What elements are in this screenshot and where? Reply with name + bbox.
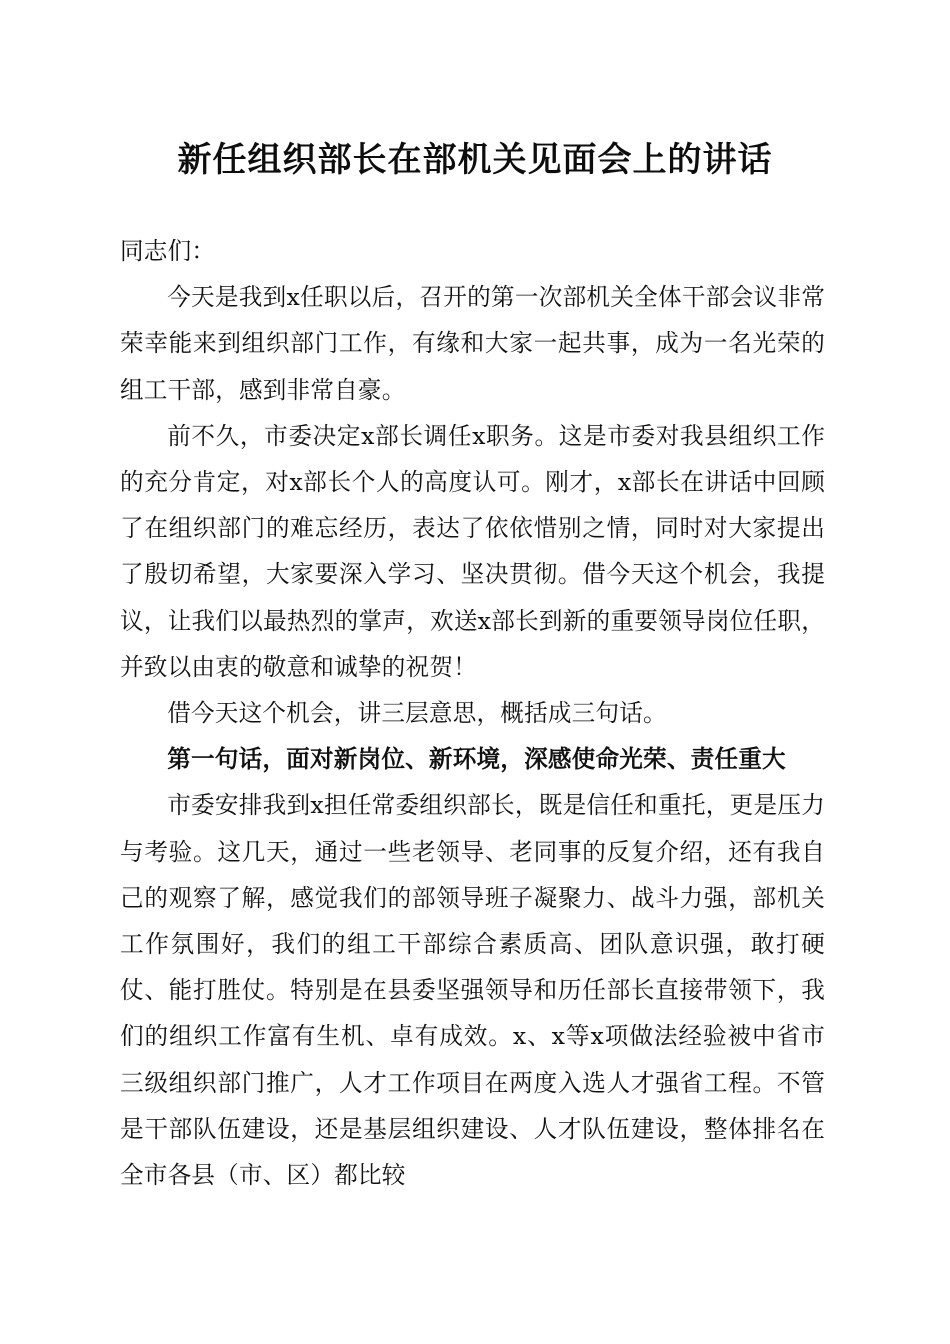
- salutation: 同志们：: [120, 237, 216, 265]
- document-title: 新任组织部长在部机关见面会上的讲话: [177, 140, 773, 180]
- section-heading: 第一句话，面对新岗位、新环境，深感使命光荣、责任重大: [167, 745, 786, 774]
- section-paragraph: 市委安排我到x担任常委组织部长，既是信任和重托，更是压力与考验。这几天，通过一些老领导、老同事的反复介绍，还有我自己的观察了解，感觉我们的部领导班子凝聚力、战斗力强，部机关工作氛围好，我们的组工干部综合素质高、团队意识强，敢打硬仗、能打胜仗。特别是在县委坚强领导和历任部长直接带领下，我们的组织工作富有生机、卓有成效。x、x等x项做法经验被中省市三级组织部门推广，人才工作项目在两度入选人才强省工程。不管是干部队伍建设，还是基层组织建设、人才队伍建设，整体排名在全市各县（市、区）都比较: [120, 791, 825, 1190]
- paragraph-1: 今天是我到x任职以后，召开的第一次部机关全体干部会议非常荣幸能来到组织部门工作，有缘和大家一起共事，成为一名光荣的组工干部，感到非常自豪。: [120, 283, 825, 404]
- paragraph-3: 借今天这个机会，讲三层意思，概括成三句话。: [167, 699, 667, 728]
- document-body: [120, 228, 825, 1198]
- paragraph-2: 前不久，市委决定x部长调任x职务。这是市委对我县组织工作的充分肯定，对x部长个人的高度认可。刚才，x部长在讲话中回顾了在组织部门的难忘经历，表达了依依惜别之情，同时对大家提出了殷切希望，大家要深入学习、坚决贯彻。借今天这个机会，我提议，让我们以最热烈的掌声，欢送x部长到新的重要领导岗位任职，并致以由衷的敬意和诚挚的祝贺！: [120, 421, 825, 681]
